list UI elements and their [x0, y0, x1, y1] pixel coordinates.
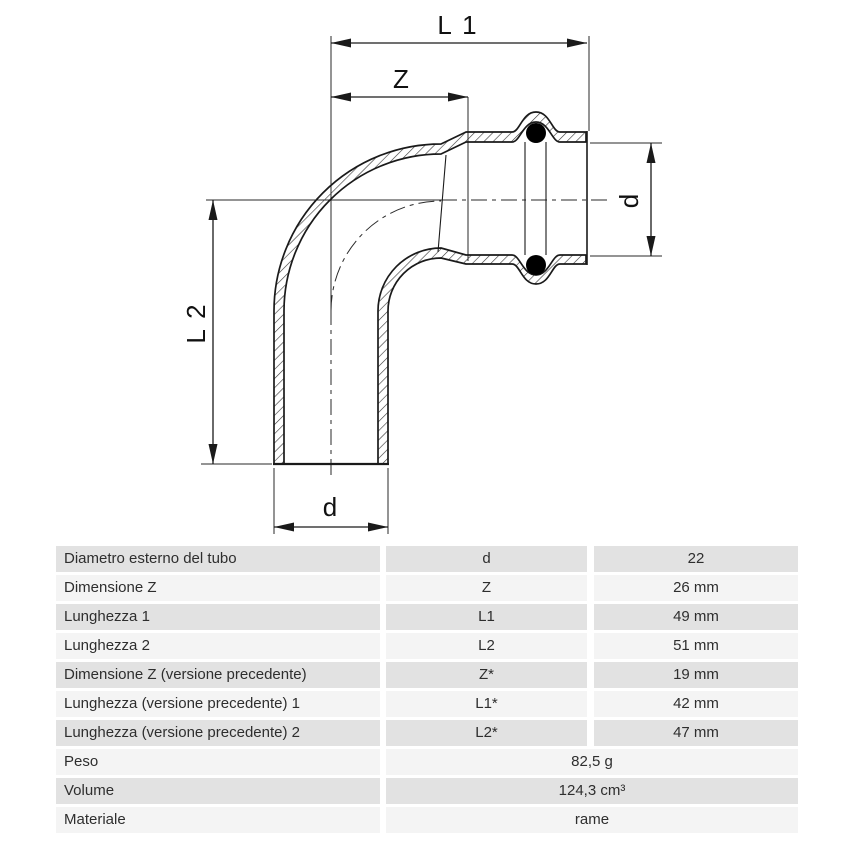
- spec-symbol-cell: Z*: [386, 662, 587, 688]
- arrow-down-icon: [647, 236, 656, 256]
- dimension-d-right: [614, 143, 656, 256]
- table-row: [56, 778, 798, 804]
- dimension-l2: [181, 200, 218, 464]
- spec-symbol-cell: Z: [386, 575, 587, 601]
- o-ring-bottom: [526, 255, 546, 275]
- spec-value-cell: 19 mm: [594, 662, 798, 688]
- spec-value-cell: 51 mm: [594, 633, 798, 659]
- table-row: [56, 575, 798, 601]
- dim-label-d-bottom: d: [322, 492, 340, 522]
- table-row: [56, 662, 798, 688]
- spec-label-cell: Diametro esterno del tubo: [56, 546, 380, 572]
- dim-label-l1: L 1: [437, 10, 479, 40]
- spec-label-cell: Lunghezza (versione precedente) 1: [56, 691, 380, 717]
- table-row: [56, 604, 798, 630]
- table-row: [56, 633, 798, 659]
- arrow-right-icon: [567, 39, 587, 48]
- spec-symbol-cell: L2: [386, 633, 587, 659]
- table-row: [56, 691, 798, 717]
- arrow-down-icon: [209, 444, 218, 464]
- spec-value-cell: 82,5 g: [386, 749, 798, 775]
- arrow-left-icon: [331, 39, 351, 48]
- dim-label-z: Z: [393, 64, 411, 94]
- arrow-up-icon: [647, 143, 656, 163]
- dimension-l1: [331, 10, 587, 48]
- dimension-z: [331, 64, 468, 102]
- dim-label-l2: L 2: [181, 302, 211, 344]
- spec-value-cell: 22: [594, 546, 798, 572]
- table-row: [56, 546, 798, 572]
- spec-label-cell: Volume: [56, 778, 380, 804]
- spec-value-cell: 47 mm: [594, 720, 798, 746]
- spec-value-cell: rame: [386, 807, 798, 833]
- arrow-right-icon: [368, 523, 388, 532]
- wall-outer-band: [274, 112, 586, 464]
- table-row: [56, 807, 798, 833]
- spec-symbol-cell: L2*: [386, 720, 587, 746]
- spec-symbol-cell: L1*: [386, 691, 587, 717]
- table-row: [56, 749, 798, 775]
- arrow-right-icon: [448, 93, 468, 102]
- wall-inner-band: [378, 248, 586, 464]
- fitting-detail-lines: [273, 131, 587, 464]
- spec-label-cell: Lunghezza 1: [56, 604, 380, 630]
- spec-label-cell: Dimensione Z (versione precedente): [56, 662, 380, 688]
- spec-value-cell: 124,3 cm³: [386, 778, 798, 804]
- spec-label-cell: Materiale: [56, 807, 380, 833]
- spec-value-cell: 42 mm: [594, 691, 798, 717]
- spec-label-cell: Peso: [56, 749, 380, 775]
- dimension-d-bottom: [274, 492, 388, 532]
- o-ring-top: [526, 123, 546, 143]
- cone-projection: [438, 155, 446, 252]
- table-row: [56, 720, 798, 746]
- arrow-left-icon: [274, 523, 294, 532]
- spec-value-cell: 49 mm: [594, 604, 798, 630]
- spec-symbol-cell: d: [386, 546, 587, 572]
- arrow-left-icon: [331, 93, 351, 102]
- spec-label-cell: Lunghezza 2: [56, 633, 380, 659]
- spec-table: [56, 546, 798, 836]
- arrow-up-icon: [209, 200, 218, 220]
- dim-label-d-right: d: [614, 191, 644, 209]
- extension-lines: [201, 36, 662, 534]
- spec-label-cell: Dimensione Z: [56, 575, 380, 601]
- fitting-body: [274, 112, 586, 464]
- spec-symbol-cell: L1: [386, 604, 587, 630]
- spec-label-cell: Lunghezza (versione precedente) 2: [56, 720, 380, 746]
- spec-value-cell: 26 mm: [594, 575, 798, 601]
